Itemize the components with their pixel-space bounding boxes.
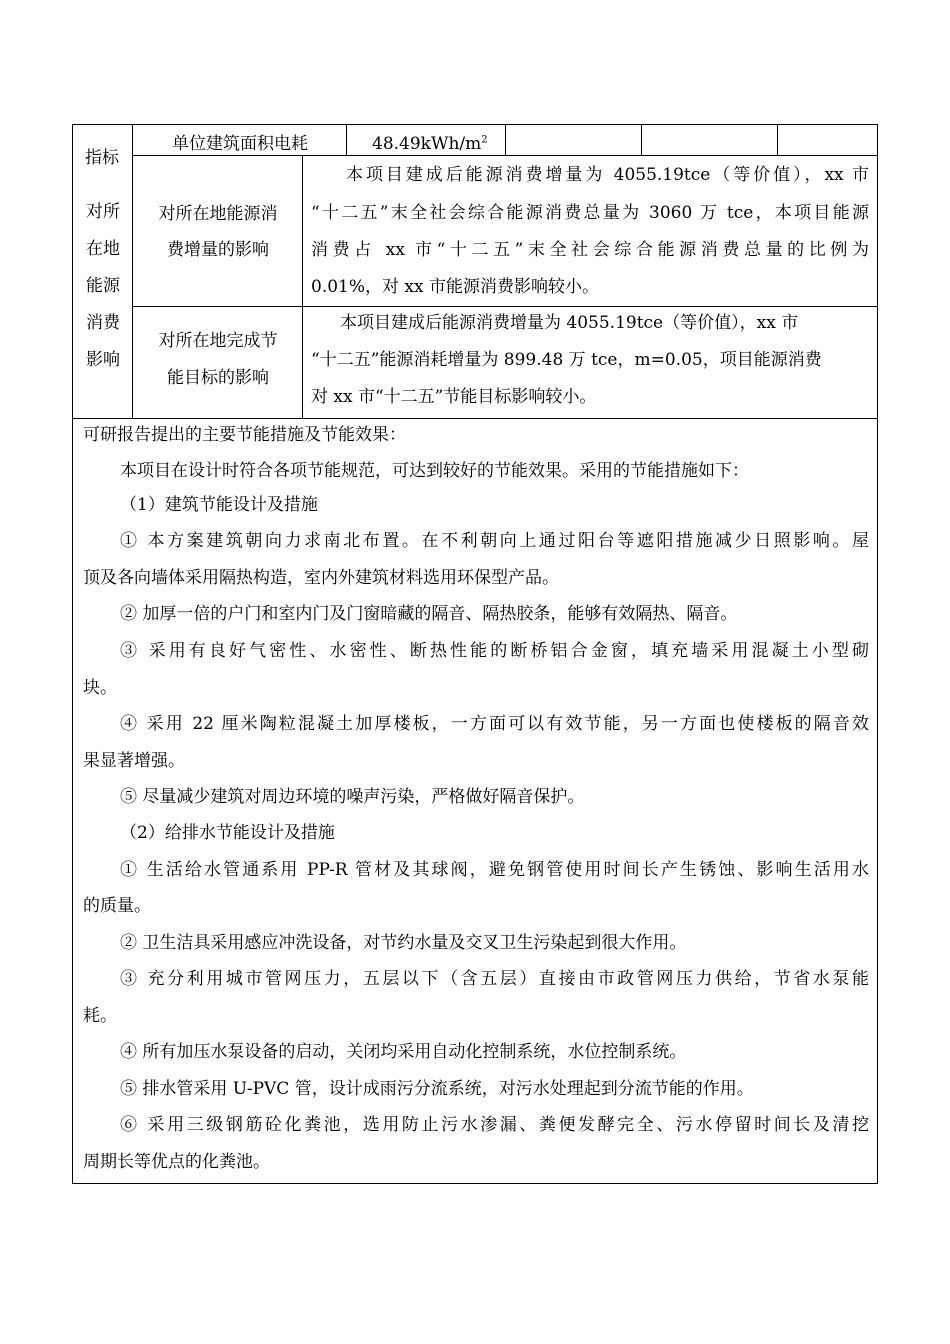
measure-line: 果显著增强。 (83, 751, 185, 771)
impact-title-line: 消费 (86, 313, 120, 333)
impact-title-line: 对所 (86, 202, 120, 222)
row1-divider-b (505, 124, 506, 156)
row1-value-text: 48.49kWh/m (372, 134, 482, 154)
table-border-left (72, 124, 73, 1184)
measure-line: 顶及各向墙体采用隔热构造，室内外建筑材料选用环保型产品。 (83, 568, 559, 588)
measure-line: 的质量。 (83, 896, 151, 916)
measure-line: ⑤ 尽量减少建筑对周边环境的噪声污染，严格做好隔音保护。 (120, 787, 585, 807)
measure-line: ① 生活给水管通系用 PP-R 管材及其球阀，避免钢管使用时间长产生锈蚀、影响生活用水 (120, 860, 869, 880)
sub2-label-line: 能目标的影响 (167, 368, 269, 388)
row1-value-unit-exponent: 2 (481, 134, 488, 146)
impact-title-line: 在地 (86, 239, 120, 259)
table-border-bottom (72, 1183, 878, 1184)
measure-line: ③ 采用有良好气密性、水密性、断热性能的断桥铝合金窗，填充墙采用混凝土小型砌 (120, 641, 869, 661)
sub2-text-line: “十二五”能源消耗增量为 899.48 万 tce，m=0.05，项目能源消费 (311, 350, 822, 370)
measures-heading: 可研报告提出的主要节能措施及节能效果： (83, 425, 406, 445)
measure-line: ③ 充分利用城市管网压力，五层以下（含五层）直接由市政管网压力供给，节省水泵能 (120, 969, 869, 989)
measures-intro: 本项目在设计时符合各项节能规范，可达到较好的节能效果。采用的节能措施如下： (120, 461, 749, 481)
sub1-text-line: “十二五”末全社会综合能源消费总量为 3060 万 tce，本项目能源 (311, 203, 869, 223)
row1-label: 指标 (85, 148, 119, 168)
measure-line: ② 卫生洁具采用感应冲洗设备，对节约水量及交叉卫生污染起到很大作用。 (120, 933, 687, 953)
measure-line: ④ 采用 22 厘米陶粒混凝土加厚楼板，一方面可以有效节能，另一方面也使楼板的隔音效 (120, 714, 869, 734)
impact-mid-border (132, 306, 878, 307)
sub1-text-line: 本项目建成后能源消费增量为 4055.19tce（等价值），xx 市 (346, 165, 869, 185)
measures-subheading-building: （1）建筑节能设计及措施 (120, 495, 318, 515)
table-border-top (72, 124, 878, 125)
sub1-label-line: 费增量的影响 (167, 240, 269, 260)
measure-line: ② 加厚一倍的户门和室内门及门窗暗藏的隔音、隔热胶条，能够有效隔热、隔音。 (120, 604, 738, 624)
measures-subheading-water: （2）给排水节能设计及措施 (120, 823, 335, 843)
impact-text-column-border (302, 155, 303, 419)
measure-line: 耗。 (83, 1006, 117, 1026)
row1-divider-d (777, 124, 778, 156)
sub2-label-line: 对所在地完成节 (158, 331, 278, 351)
measure-line: ④ 所有加压水泵设备的启动，关闭均采用自动化控制系统，水位控制系统。 (120, 1042, 687, 1062)
measure-line: 周期长等优点的化粪池。 (83, 1152, 270, 1172)
sub1-text-line: 消费占 xx 市“十二五”末全社会综合能源消费总量的比例为 (311, 240, 869, 260)
measure-line: ⑤ 排水管采用 U-PVC 管，设计成雨污分流系统，对污水处理起到分流节能的作用。 (120, 1079, 754, 1099)
measure-line: ⑥ 采用三级钢筋砼化粪池，选用防止污水渗漏、粪便发酵完全、污水停留时间长及清挖 (120, 1115, 869, 1135)
label-column-border (132, 124, 133, 419)
sub2-text-line: 对 xx 市“十二五”节能目标影响较小。 (311, 387, 597, 407)
row1-divider-a (346, 124, 347, 156)
row1-item: 单位建筑面积电耗 (172, 134, 308, 154)
sub2-text-line: 本项目建成后能源消费增量为 4055.19tce（等价值），xx 市 (340, 313, 799, 333)
measure-line: 块。 (83, 678, 117, 698)
impact-title-line: 能源 (86, 276, 120, 296)
row1-divider-c (641, 124, 642, 156)
table-border-right (877, 124, 878, 1184)
sub1-text-line: 0.01%，对 xx 市能源消费影响较小。 (311, 277, 599, 297)
measure-line: ① 本方案建筑朝向力求南北布置。在不利朝向上通过阳台等遮阳措施减少日照影响。屋 (120, 531, 869, 551)
sub1-label-line: 对所在地能源消 (158, 204, 278, 224)
impact-title-line: 影响 (86, 350, 120, 370)
impact-bottom-border (72, 418, 878, 419)
row1-value (372, 134, 488, 154)
